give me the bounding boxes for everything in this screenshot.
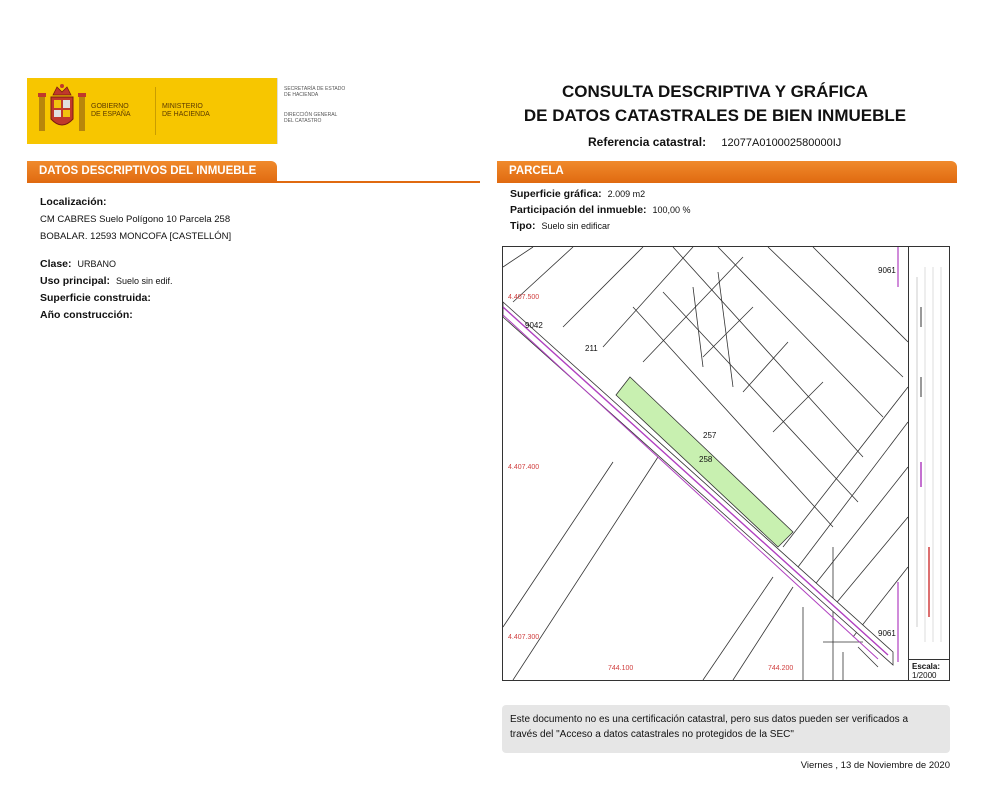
road-boundary-line-2 xyxy=(503,315,878,659)
localizacion-line2: BOBALAR. 12593 MONCOFA [CASTELLÓN] xyxy=(40,231,232,242)
note-line2: través del "Acceso a datos catastrales no protegidos de la SEC" xyxy=(510,729,794,740)
superficie-label: Superficie construida: xyxy=(40,292,151,304)
coat-of-arms-icon xyxy=(37,83,87,139)
secretaria-text xyxy=(284,86,352,98)
scale-value: 1/2000 xyxy=(912,671,937,680)
ministry-line1: MINISTERIO xyxy=(162,103,203,110)
scale-label: Escala: xyxy=(912,662,941,671)
ministerio-text xyxy=(162,103,242,119)
tipo-row xyxy=(510,220,610,232)
note-line1: Este documento no es una certificación catastral, pero sus datos pueden ser verificados a xyxy=(510,714,909,725)
tipo-label: Tipo: xyxy=(510,220,536,232)
label-9061-bottom: 9061 xyxy=(878,629,896,638)
gobierno-logo xyxy=(27,78,277,144)
participacion-row xyxy=(510,204,691,216)
label-258: 258 xyxy=(699,455,713,464)
part-value: 100,00 % xyxy=(652,205,691,215)
tipo-value: Suelo sin edificar xyxy=(541,221,611,231)
label-9061-top: 9061 xyxy=(878,266,896,275)
map-legend-strip xyxy=(908,247,950,659)
superficie-grafica-row xyxy=(510,188,645,200)
localizacion-label-text: Localización: xyxy=(40,196,107,208)
uso-value: Suelo sin edif. xyxy=(116,276,173,286)
cadastral-map xyxy=(502,246,950,681)
clase-row xyxy=(40,258,116,270)
gov-line1: GOBIERNO xyxy=(91,103,129,110)
logo-divider xyxy=(155,87,156,135)
sup-label: Superficie gráfica: xyxy=(510,188,602,200)
direccion-text xyxy=(284,112,352,124)
sec-line1: SECRETARÍA DE ESTADO xyxy=(284,86,346,92)
uso-label: Uso principal: xyxy=(40,275,111,287)
coord-y1-label: 4.407.500 xyxy=(508,294,540,301)
anio-row xyxy=(40,309,133,321)
section-line-datos xyxy=(27,181,480,183)
ministry-line2: DE HACIENDA xyxy=(162,111,210,118)
scale-box xyxy=(908,659,950,681)
ref-value: 12077A010002580000IJ xyxy=(721,137,842,149)
logo-block xyxy=(27,78,352,144)
clase-label: Clase: xyxy=(40,258,72,270)
sec-line2: DE HACIENDA xyxy=(284,92,319,98)
disclaimer-note xyxy=(502,705,950,753)
sup-value: 2.009 m2 xyxy=(607,189,646,199)
coord-x2-label: 744.200 xyxy=(768,665,794,672)
referencia-catastral xyxy=(588,135,841,149)
label-211: 211 xyxy=(585,344,598,353)
ref-label: Referencia catastral: xyxy=(588,135,707,149)
document-date: Viernes , 13 de Noviembre de 2020 xyxy=(800,760,950,771)
secretaria-block xyxy=(277,78,352,144)
coord-x1-label: 744.100 xyxy=(608,665,634,672)
title-line1: CONSULTA DESCRIPTIVA Y GRÁFICA xyxy=(561,82,869,101)
anio-label: Año construcción: xyxy=(40,309,133,321)
localizacion-line1: CM CABRES Suelo Polígono 10 Parcela 258 xyxy=(40,214,231,225)
superficie-row xyxy=(40,292,151,304)
dir-line2: DEL CATASTRO xyxy=(284,118,322,124)
map-drawing xyxy=(503,247,908,680)
section-header-datos: DATOS DESCRIPTIVOS DEL INMUEBLE xyxy=(27,161,277,183)
label-257: 257 xyxy=(703,431,717,440)
localizacion-label xyxy=(40,196,107,208)
document-title xyxy=(500,80,930,128)
dir-line1: DIRECCIÓN GENERAL xyxy=(284,112,338,118)
part-label: Participación del inmueble: xyxy=(510,204,647,216)
coord-y2-label: 4.407.400 xyxy=(508,464,540,471)
gov-line2: DE ESPAÑA xyxy=(91,111,131,118)
title-line2: DE DATOS CATASTRALES DE BIEN INMUEBLE xyxy=(523,106,907,125)
road-boundary-line xyxy=(503,307,888,655)
label-9042: 9042 xyxy=(525,321,543,330)
legend-drawing xyxy=(909,247,951,659)
clase-value: URBANO xyxy=(77,259,117,269)
gobierno-text xyxy=(91,103,149,119)
uso-row xyxy=(40,275,173,287)
section-header-parcela: PARCELA xyxy=(497,161,957,183)
coord-y3-label: 4.407.300 xyxy=(508,634,540,641)
